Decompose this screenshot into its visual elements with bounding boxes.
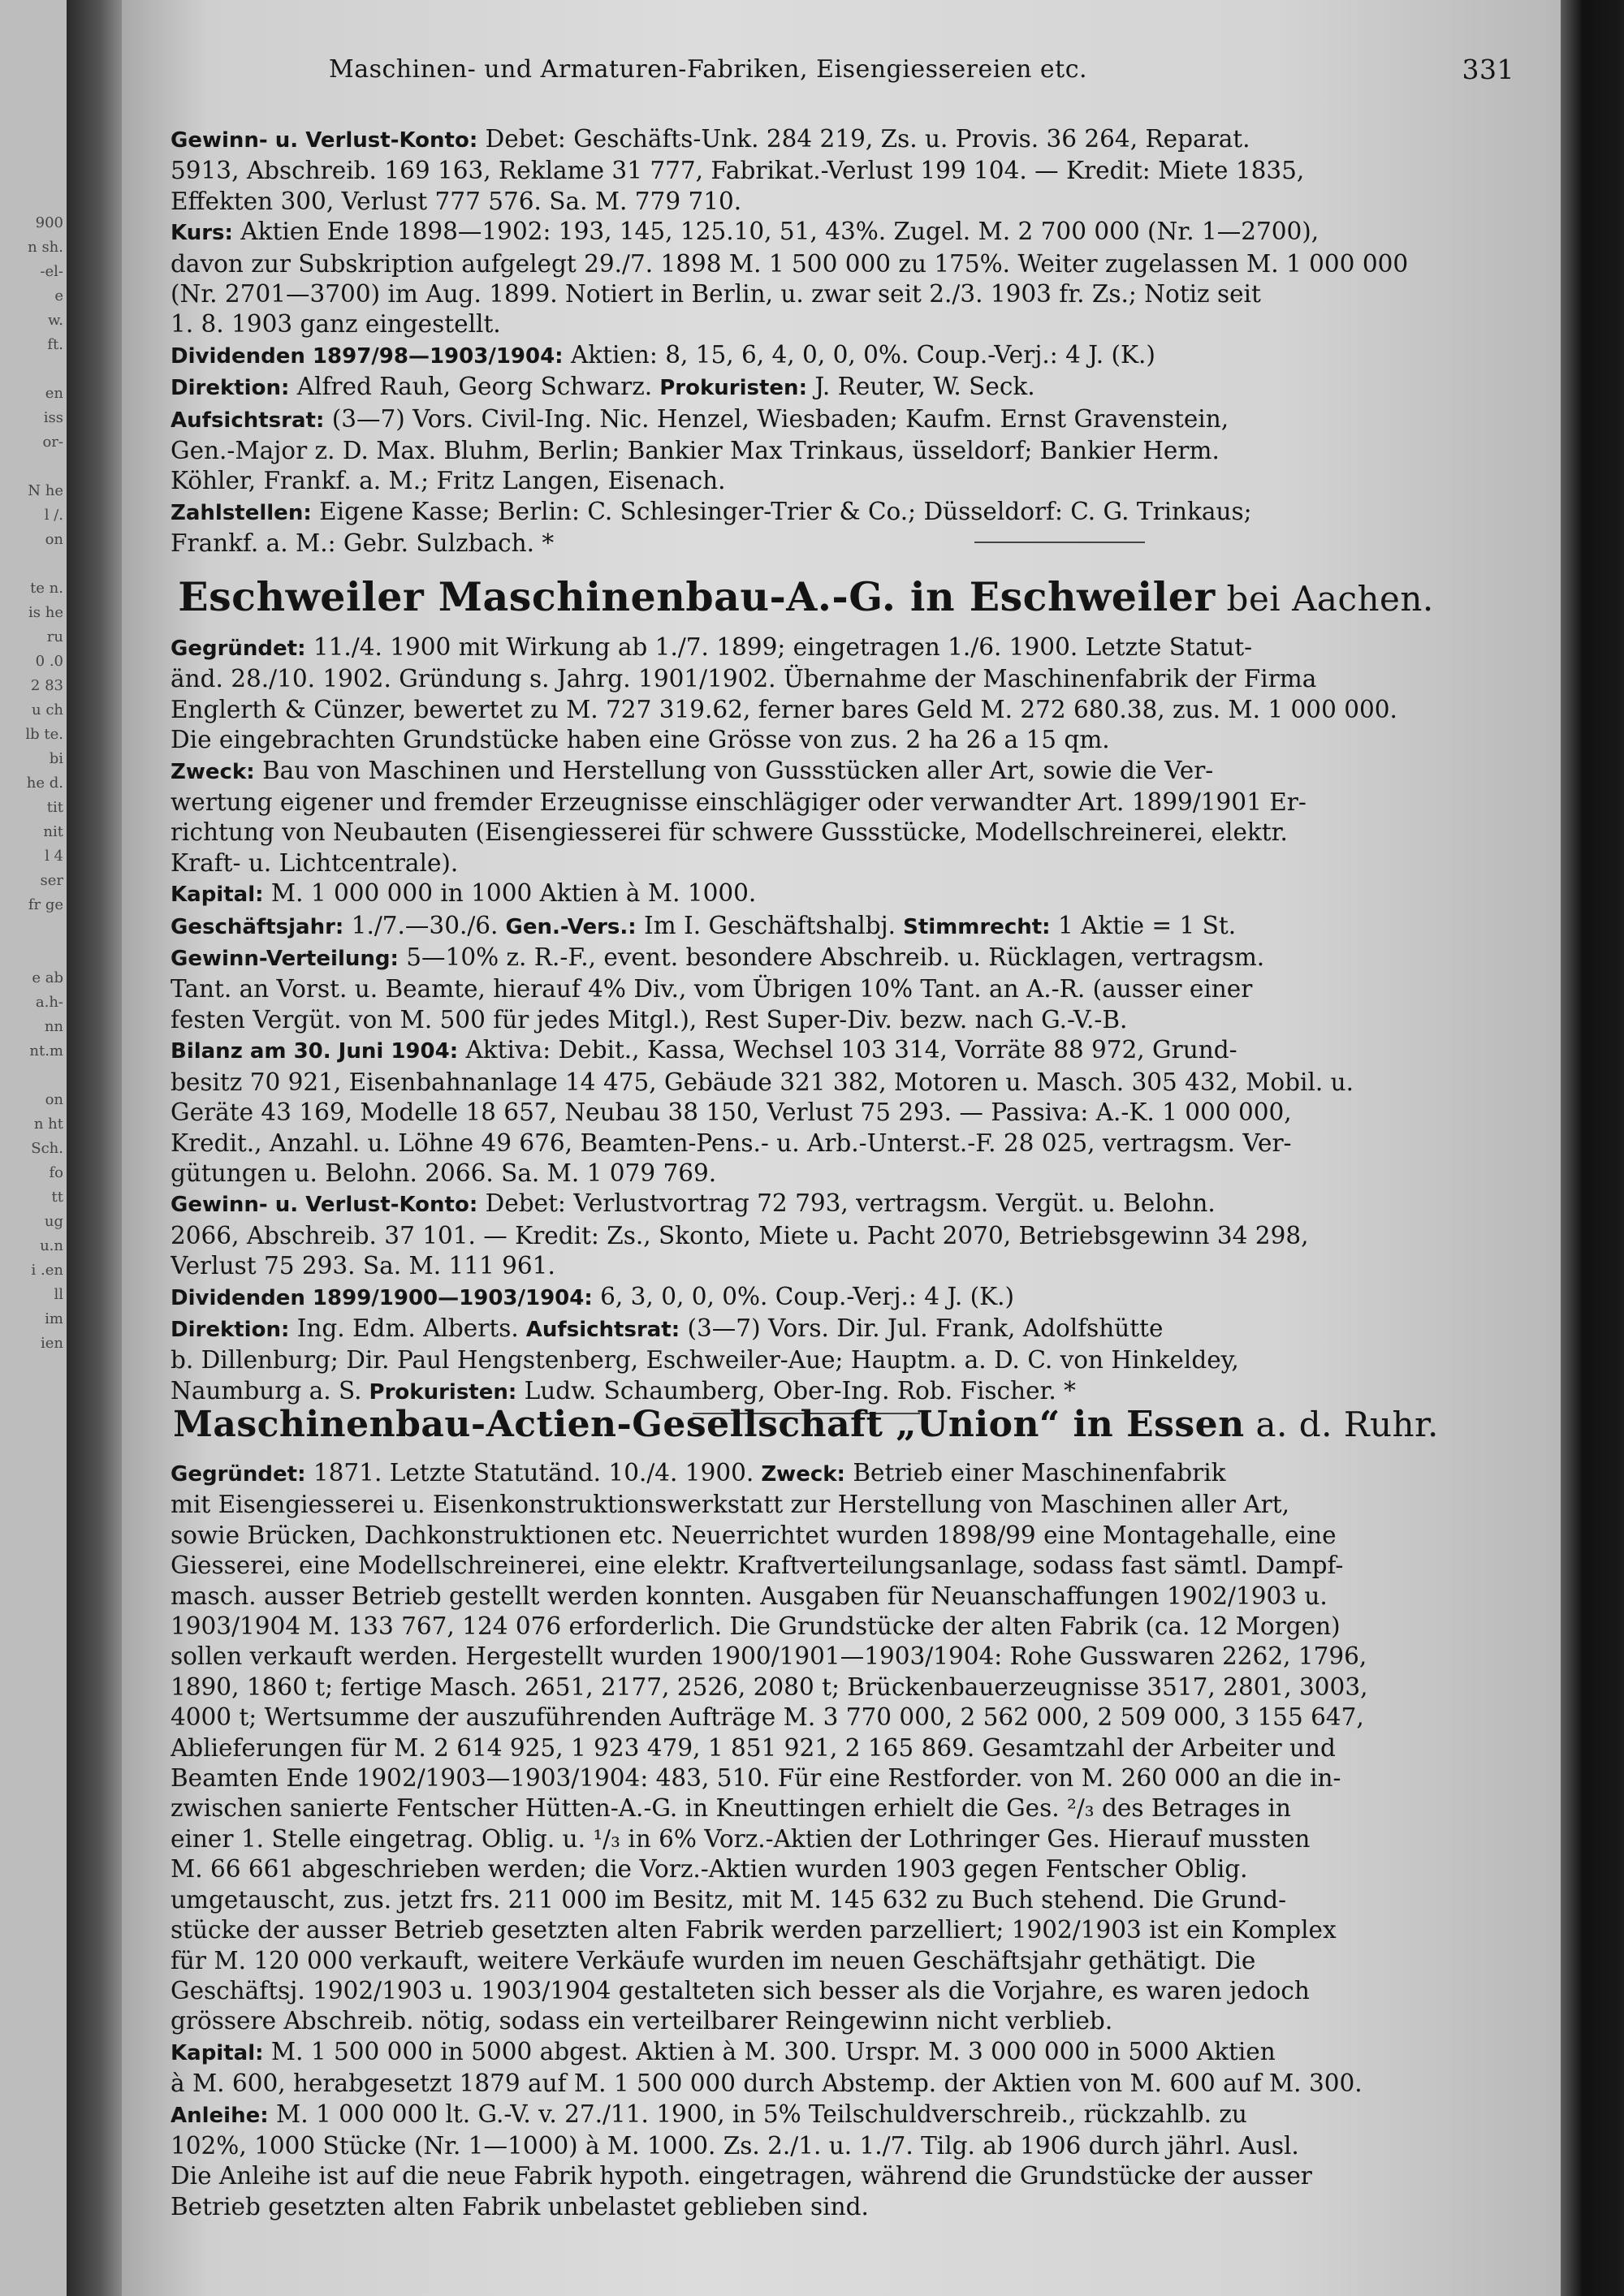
field-text: Kredit., Anzahl. u. Löhne 49 676, Beamten-Pens.- u. Arb.-Unterst.-F. 28 025, vertragsm. Ver- xyxy=(171,1129,1292,1157)
margin-fragment: l 4 xyxy=(45,848,63,865)
running-header xyxy=(329,55,1514,84)
text-line xyxy=(171,1314,1441,1345)
margin-fragment: ser xyxy=(40,872,63,889)
text-line xyxy=(171,187,1441,217)
field-text: 1890, 1860 t; fertige Masch. 2651, 2177, 2526, 2080 t; Brückenbauerzeugnisse 3517, 2801, 3003, xyxy=(171,1672,1368,1701)
text-line xyxy=(171,1251,1441,1281)
field-text: 2066, Abschreib. 37 101. — Kredit: Zs., Skonto, Miete u. Pacht 2070, Betriebsgewinn 34 298, xyxy=(171,1221,1309,1249)
text-line xyxy=(171,818,1441,848)
text-line xyxy=(171,466,1441,496)
text-line xyxy=(171,1551,1441,1581)
field-label: Gewinn- u. Verlust-Konto: xyxy=(171,1193,478,1218)
text-line xyxy=(171,1915,1441,1945)
margin-fragment: fo xyxy=(49,1164,63,1181)
field-text: M. 1 000 000 in 1000 Aktien à M. 1000. xyxy=(263,879,757,908)
field-text: Frankf. a. M.: Gebr. Sulzbach. * xyxy=(171,529,555,558)
text-line xyxy=(171,725,1441,755)
text-line xyxy=(171,1976,1441,2006)
field-label: Zweck: xyxy=(171,759,255,784)
field-text: sollen verkauft werden. Hergestellt wurden 1900/1901—1903/1904: Rohe Gusswaren 2262, 1796, xyxy=(171,1642,1367,1671)
text-line xyxy=(171,1672,1441,1703)
field-text: M. 66 661 abgeschrieben werden; die Vorz.-Aktien wurden 1903 gegen Fentscher Oblig. xyxy=(171,1855,1248,1884)
text-line xyxy=(171,1885,1441,1915)
field-label: Geschäftsjahr: xyxy=(171,914,344,939)
field-text: 6, 3, 0, 0, 0%. Coup.-Verj.: 4 J. (K.) xyxy=(592,1282,1015,1310)
text-line xyxy=(171,2069,1441,2099)
margin-fragment: u ch xyxy=(32,701,63,719)
page-number: 331 xyxy=(1462,54,1514,85)
text-line xyxy=(171,1282,1441,1314)
text-line xyxy=(171,632,1441,664)
field-text: Betrieb gesetzten alten Fabrik unbelastet geblieben sind. xyxy=(171,2192,869,2220)
field-text: festen Vergüt. von M. 500 für jedes Mitgl.), Rest Super-Div. bezw. nach G.-V.-B. xyxy=(171,1005,1128,1034)
field-text: Ludw. Schaumberg, Ober-Ing. Rob. Fischer. * xyxy=(516,1376,1076,1405)
field-text: à M. 600, herabgesetzt 1879 auf M. 1 500 000 durch Abstemp. der Aktien von M. 600 auf M. 300. xyxy=(171,2069,1363,2098)
field-label: Aufsichtsrat: xyxy=(171,408,325,433)
field-text: Kraft- u. Lichtcentrale). xyxy=(171,848,459,877)
field-text: Englerth & Cünzer, bewertet zu M. 727 319.62, ferner bares Geld M. 272 680.38, zus. M. 1 000 000. xyxy=(171,695,1397,723)
text-line xyxy=(171,695,1441,725)
text-line xyxy=(171,1733,1441,1763)
section-union-essen xyxy=(171,1396,1441,2222)
field-label: Gegründet: xyxy=(171,637,306,661)
company-name: Eschweiler Maschinenbau-A.-G. in Eschweiler xyxy=(178,573,1216,620)
field-text: Bau von Maschinen und Herstellung von Gussstücken aller Art, sowie die Ver- xyxy=(254,756,1214,784)
text-line xyxy=(171,340,1441,372)
field-text: Im I. Geschäftshalbj. xyxy=(636,911,896,939)
field-text: Geschäftsj. 1902/1903 u. 1903/1904 gestalteten sich besser als die Vorjahre, es waren jedoch xyxy=(171,1976,1310,2005)
facing-page-margin xyxy=(0,0,67,2296)
field-text: 4000 t; Wertsumme der auszuführenden Aufträge M. 3 770 000, 2 562 000, 2 509 000, 3 155 647, xyxy=(171,1703,1364,1732)
text-line xyxy=(171,497,1441,529)
field-text: für M. 120 000 verkauft, weitere Verkäufe wurden im neuen Geschäftsjahr gethätigt. Die xyxy=(171,1946,1256,1974)
section-company-continued xyxy=(171,124,1441,558)
field-text: Aktiva: Debit., Kassa, Wechsel 103 314, Vorräte 88 972, Grund- xyxy=(458,1036,1237,1064)
text-line xyxy=(171,1098,1441,1128)
field-text: zwischen sanierte Fentscher Hütten-A.-G. in Kneuttingen erhielt die Ges. ²/₃ des Betrages in xyxy=(171,1794,1291,1823)
field-label: Dividenden 1899/1900—1903/1904: xyxy=(171,1285,593,1310)
field-text: Aktien: 8, 15, 6, 4, 0, 0, 0%. Coup.-Verj.: 4 J. (K.) xyxy=(563,340,1155,369)
field-text: (Nr. 2701—3700) im Aug. 1899. Notiert in Berlin, u. zwar seit 2./3. 1903 fr. Zs.; Notiz seit xyxy=(171,280,1261,309)
field-text: gütungen u. Belohn. 2066. Sa. M. 1 079 769. xyxy=(171,1159,717,1187)
text-line xyxy=(171,124,1441,156)
text-line xyxy=(171,1458,1441,1490)
text-line xyxy=(171,529,1441,559)
entry-lines xyxy=(171,1458,1441,2222)
text-line xyxy=(171,2161,1441,2191)
margin-fragment: 2 83 xyxy=(30,677,63,694)
text-line xyxy=(171,1521,1441,1551)
text-line xyxy=(171,1824,1441,1854)
field-text: 102%, 1000 Stücke (Nr. 1—1000) à M. 1000. Zs. 2./1. u. 1./7. Tilg. ab 1906 durch jährl. Ausl. xyxy=(171,2131,1299,2160)
margin-fragment: ru xyxy=(46,628,63,645)
text-line xyxy=(171,2037,1441,2069)
company-location: bei Aachen. xyxy=(1215,579,1434,619)
text-line xyxy=(171,1159,1441,1189)
text-line xyxy=(171,1763,1441,1793)
book-edge-shadow xyxy=(1561,0,1624,2296)
text-line xyxy=(171,1612,1441,1642)
text-line xyxy=(171,1221,1441,1251)
field-text: (3—7) Vors. Dir. Jul. Frank, Adolfshütte xyxy=(680,1314,1164,1342)
field-label: Gewinn-Verteilung: xyxy=(171,947,399,972)
field-text: Gen.-Major z. D. Max. Bluhm, Berlin; Bankier Max Trinkaus, üsseldorf; Bankier Herm. xyxy=(171,437,1220,465)
text-line xyxy=(171,249,1441,279)
field-text: Effekten 300, Verlust 777 576. Sa. M. 779 710. xyxy=(171,187,742,215)
entry-lines xyxy=(171,632,1441,1408)
margin-fragment xyxy=(0,942,63,966)
text-line xyxy=(171,664,1441,694)
field-text: Betrieb einer Maschinenfabrik xyxy=(844,1459,1226,1487)
margin-fragment xyxy=(0,357,63,382)
margin-fragment: tit xyxy=(46,799,63,816)
field-text: M. 1 000 000 lt. G.-V. v. 27./11. 1900, in 5% Teilschuldverschreib., rückzahlb. zu xyxy=(268,2100,1247,2128)
text-line xyxy=(171,436,1441,466)
margin-fragment: a.h- xyxy=(35,994,63,1011)
text-line xyxy=(171,372,1441,404)
field-text: Debet: Geschäfts-Unk. 284 219, Zs. u. Provis. 36 264, Reparat. xyxy=(477,125,1250,153)
field-label: Gegründet: xyxy=(171,1462,306,1487)
text-line xyxy=(171,279,1441,309)
text-line xyxy=(171,943,1441,974)
field-label: Dividenden 1897/98—1903/1904: xyxy=(171,343,564,369)
field-text: 1. 8. 1903 ganz eingestellt. xyxy=(171,310,501,339)
text-line xyxy=(171,1005,1441,1035)
field-label: Kapital: xyxy=(171,883,264,908)
margin-fragment: tt xyxy=(51,1189,63,1206)
text-line xyxy=(171,1035,1441,1067)
field-text: 11./4. 1900 mit Wirkung ab 1./7. 1899; eingetragen 1./6. 1900. Letzte Statut- xyxy=(305,633,1253,661)
field-text: umgetauscht, zus. jetzt frs. 211 000 im Besitz, mit M. 145 632 zu Buch stehend. Die Grund- xyxy=(171,1885,1287,1914)
field-text: davon zur Subskription aufgelegt 29./7. 1898 M. 1 500 000 zu 175%. Weiter zugelassen M. 1 000 000 xyxy=(171,249,1409,278)
field-text: wertung eigener und fremder Erzeugnisse einschlägiger oder verwandter Art. 1899/1901 Er- xyxy=(171,788,1307,817)
margin-fragment: nn xyxy=(44,1018,63,1035)
field-text: b. Dillenburg; Dir. Paul Hengstenberg, Eschweiler-Aue; Hauptm. a. D. C. von Hinkeldey, xyxy=(171,1346,1239,1375)
running-title: Maschinen- und Armaturen-Fabriken, Eisengiessereien etc. xyxy=(329,55,1088,84)
text-line xyxy=(171,217,1441,248)
field-text: 1903/1904 M. 133 767, 124 076 erforderlich. Die Grundstücke der alten Fabrik (ca. 12 Morgen) xyxy=(171,1612,1341,1641)
entry-divider xyxy=(974,542,1145,543)
field-text: Eigene Kasse; Berlin: C. Schlesinger-Trier & Co.; Düsseldorf: C. G. Trinkaus; xyxy=(311,497,1252,525)
field-text: Köhler, Frankf. a. M.; Fritz Langen, Eisenach. xyxy=(171,467,726,495)
field-text: (3—7) Vors. Civil-Ing. Nic. Henzel, Wiesbaden; Kaufm. Ernst Gravenstein, xyxy=(324,404,1229,433)
text-line xyxy=(171,1345,1441,1375)
field-text: Beamten Ende 1902/1903—1903/1904: 483, 510. Für eine Restforder. von M. 260 000 an die in- xyxy=(171,1764,1341,1793)
margin-fragment: w. xyxy=(48,312,63,329)
text-line xyxy=(171,1642,1441,1672)
margin-fragment xyxy=(0,455,63,479)
facing-page-fragments xyxy=(0,211,67,1356)
margin-fragment: is he xyxy=(28,604,63,621)
field-text: richtung von Neubauten (Eisengiesserei für schwere Gussstücke, Modellschreinerei, elektr. xyxy=(171,818,1288,847)
text-line xyxy=(171,1703,1441,1733)
margin-fragment xyxy=(0,552,63,576)
margin-fragment: Sch. xyxy=(31,1140,63,1157)
margin-fragment: l /. xyxy=(44,507,63,524)
text-line xyxy=(171,1946,1441,1976)
margin-fragment xyxy=(0,1064,63,1088)
margin-fragment: he d. xyxy=(26,775,63,792)
margin-fragment: ien xyxy=(40,1335,63,1352)
section-eschweiler xyxy=(171,568,1441,1426)
text-line xyxy=(171,2131,1441,2161)
margin-fragment: ll xyxy=(54,1286,63,1303)
field-text: besitz 70 921, Eisenbahnanlage 14 475, Gebäude 321 382, Motoren u. Masch. 305 432, Mobil. u. xyxy=(171,1068,1354,1096)
margin-fragment: on xyxy=(45,1091,63,1108)
margin-fragment: lb te. xyxy=(25,726,63,743)
field-label: Gewinn- u. Verlust-Konto: xyxy=(171,128,478,153)
text-line xyxy=(171,2192,1441,2222)
margin-fragment: n sh. xyxy=(28,239,63,256)
field-text: 1871. Letzte Statutänd. 10./4. 1900. xyxy=(305,1459,754,1487)
field-text: änd. 28./10. 1902. Gründung s. Jahrg. 1901/1902. Übernahme der Maschinenfabrik der Firma xyxy=(171,665,1317,693)
text-line xyxy=(171,911,1441,943)
field-text: stücke der ausser Betrieb gesetzten alten Fabrik werden parzelliert; 1902/1903 ist ein Komplex xyxy=(171,1916,1337,1944)
margin-fragment: fr ge xyxy=(28,896,63,913)
field-label: Kapital: xyxy=(171,2040,264,2065)
margin-fragment xyxy=(0,917,63,942)
text-line xyxy=(171,1129,1441,1159)
field-text: sowie Brücken, Dachkonstruktionen etc. Neuerrichtet wurden 1898/99 eine Montagehalle, eine xyxy=(171,1521,1337,1549)
field-label: Bilanz am 30. Juni 1904: xyxy=(171,1039,459,1064)
margin-fragment: bi xyxy=(49,750,63,767)
field-text: 1 Aktie = 1 St. xyxy=(1050,911,1237,939)
margin-fragment: or- xyxy=(42,434,63,451)
margin-fragment: nit xyxy=(43,823,63,840)
field-text: J. Reuter, W. Seck. xyxy=(806,373,1035,401)
text-line xyxy=(171,404,1441,436)
field-text: 5913, Abschreib. 169 163, Reklame 31 777, Fabrikat.-Verlust 199 104. — Kredit: Miete 1835, xyxy=(171,157,1305,185)
field-text: Ablieferungen für M. 2 614 925, 1 923 479, 1 851 921, 2 165 869. Gesamtzahl der Arbeiter und xyxy=(171,1733,1336,1762)
field-text: mit Eisengiesserei u. Eisenkonstruktionswerkstatt zur Herstellung von Maschinen aller Art, xyxy=(171,1491,1290,1519)
entry-lines xyxy=(171,124,1441,559)
text-line xyxy=(171,1854,1441,1884)
margin-fragment: ft. xyxy=(47,336,63,353)
field-label: Aufsichtsrat: xyxy=(518,1317,680,1342)
field-label: Zahlstellen: xyxy=(171,500,312,525)
text-line xyxy=(171,1189,1441,1220)
margin-fragment: ug xyxy=(44,1213,63,1230)
company-location: a. d. Ruhr. xyxy=(1244,1405,1439,1444)
text-line xyxy=(171,848,1441,878)
field-text: masch. ausser Betrieb gestellt werden konnten. Ausgaben für Neuanschaffungen 1902/1903 u. xyxy=(171,1582,1328,1610)
text-line xyxy=(171,756,1441,788)
margin-fragment: i .en xyxy=(31,1262,63,1279)
field-text: einer 1. Stelle eingetrag. Oblig. u. ¹/₃ in 6% Vorz.-Aktien der Lothringer Ges. Hierauf mussten xyxy=(171,1824,1311,1853)
margin-fragment: e xyxy=(54,287,63,304)
text-line xyxy=(171,1793,1441,1823)
margin-fragment: im xyxy=(45,1310,63,1327)
text-line xyxy=(171,1490,1441,1520)
book-gutter-shadow xyxy=(67,0,122,2296)
field-text: Alfred Rauh, Georg Schwarz. xyxy=(289,373,653,401)
field-text: 5—10% z. R.-F., event. besondere Abschreib. u. Rücklagen, vertragsm. xyxy=(398,943,1265,972)
margin-fragment: on xyxy=(45,531,63,548)
field-label: Kurs: xyxy=(171,221,233,246)
field-label: Prokuristen: xyxy=(361,1379,517,1405)
field-label: Gen.-Vers.: xyxy=(498,914,637,939)
field-text: Geräte 43 169, Modelle 18 657, Neubau 38 150, Verlust 75 293. — Passiva: A.-K. 1 000 000, xyxy=(171,1098,1292,1127)
field-text: Aktien Ende 1898—1902: 193, 145, 125.10, 51, 43%. Zugel. M. 2 700 000 (Nr. 1—2700), xyxy=(232,218,1320,246)
field-label: Direktion: xyxy=(171,1317,290,1342)
text-line xyxy=(171,156,1441,186)
text-line xyxy=(171,2100,1441,2131)
field-text: 1./7.—30./6. xyxy=(343,911,499,939)
field-text: M. 1 500 000 in 5000 abgest. Aktien à M. 300. Urspr. M. 3 000 000 in 5000 Aktien xyxy=(263,2037,1276,2065)
field-text: Tant. an Vorst. u. Beamte, hierauf 4% Div., vom Übrigen 10% Tant. an A.-R. (ausser einer xyxy=(171,975,1253,1003)
field-text: Die Anleihe ist auf die neue Fabrik hypoth. eingetragen, während die Grundstücke der ausser xyxy=(171,2162,1312,2190)
text-line xyxy=(171,1068,1441,1098)
field-text: Die eingebrachten Grundstücke haben eine Grösse von zus. 2 ha 26 a 15 qm. xyxy=(171,726,1110,754)
margin-fragment: nt.m xyxy=(29,1042,63,1060)
field-text: Verlust 75 293. Sa. M. 111 961. xyxy=(171,1252,555,1280)
field-label: Direktion: xyxy=(171,376,290,401)
field-label: Stimmrecht: xyxy=(896,914,1051,939)
margin-fragment: N he xyxy=(28,482,63,499)
text-line xyxy=(171,2006,1441,2036)
book-page xyxy=(122,0,1561,2296)
margin-fragment: 0 .0 xyxy=(35,653,63,670)
margin-fragment: u.n xyxy=(40,1237,63,1254)
margin-fragment: n ht xyxy=(33,1116,63,1133)
field-label: Zweck: xyxy=(754,1462,845,1487)
text-line xyxy=(171,1582,1441,1612)
margin-fragment: en xyxy=(45,385,63,402)
field-text: Ing. Edm. Alberts. xyxy=(289,1314,519,1342)
text-line xyxy=(171,974,1441,1004)
margin-fragment: -el- xyxy=(40,263,63,280)
company-name: Maschinenbau-Actien-Gesellschaft „Union“ in Essen xyxy=(173,1404,1245,1445)
field-text: Giesserei, eine Modellschreinerei, eine elektr. Kraftverteilungsanlage, sodass fast sämtl. Dampf- xyxy=(171,1552,1344,1580)
company-title xyxy=(171,1396,1441,1453)
text-line xyxy=(171,309,1441,339)
margin-fragment: e ab xyxy=(32,969,63,986)
field-text: Naumburg a. S. xyxy=(171,1376,362,1405)
text-line xyxy=(171,878,1441,910)
field-text: grössere Abschreib. nötig, sodass ein verteilbarer Reingewinn nicht verblieb. xyxy=(171,2007,1113,2035)
margin-fragment: 900 xyxy=(35,214,63,231)
margin-fragment: iss xyxy=(43,409,63,426)
company-title xyxy=(171,568,1441,628)
margin-fragment: te n. xyxy=(30,580,63,597)
text-line xyxy=(171,788,1441,818)
field-label: Anleihe: xyxy=(171,2103,269,2128)
field-text: Debet: Verlustvortrag 72 793, vertragsm. Vergüt. u. Belohn. xyxy=(477,1189,1216,1218)
field-label: Prokuristen: xyxy=(652,376,807,401)
